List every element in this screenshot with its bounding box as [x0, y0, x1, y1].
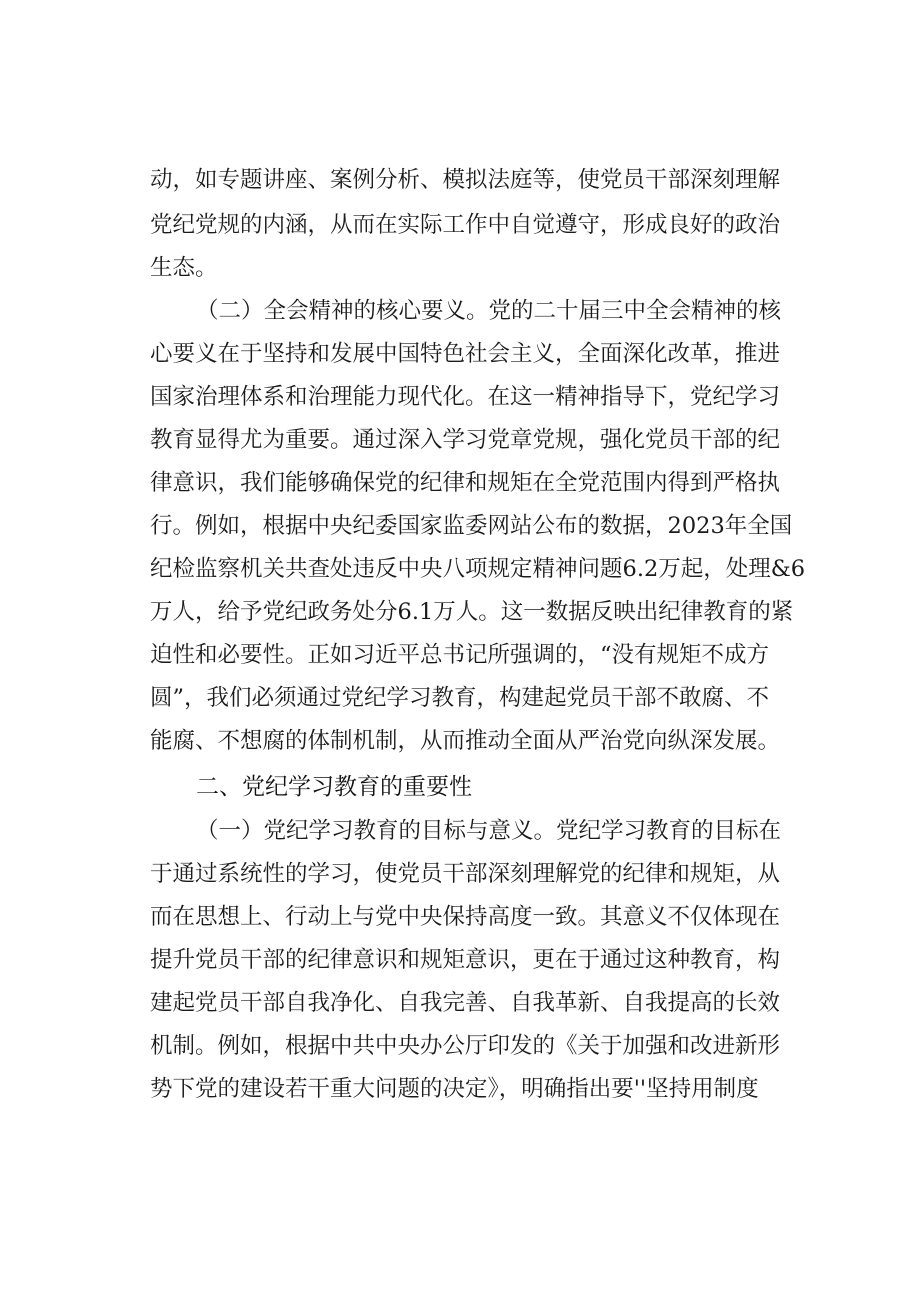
section-heading: 二、党纪学习教育的重要性	[196, 774, 472, 800]
body-line: 迫性和必要性。正如习近平总书记所强调的，“没有规矩不成方	[150, 642, 770, 668]
body-line: 党纪党规的内涵，从而在实际工作中自觉遵守，形成良好的政治	[150, 212, 781, 238]
body-line: 万人，给予党纪政务处分6.1万人。这一数据反映出纪律教育的紧	[150, 599, 794, 625]
body-line: 圆”，我们必须通过党纪学习教育，构建起党员干部不敢腐、不	[150, 685, 770, 711]
body-line: 于通过系统性的学习，使党员干部深刻理解党的纪律和规矩，从	[150, 861, 781, 887]
body-line: 纪检监察机关共查处违反中央八项规定精神问题6.2万起，处理&6	[150, 556, 806, 582]
body-line: 势下党的建设若干重大问题的决定》，明确指出要''坚持用制度	[150, 1076, 759, 1102]
body-line: 国家治理体系和治理能力现代化。在这一精神指导下，党纪学习	[150, 384, 781, 410]
body-line: （一）党纪学习教育的目标与意义。党纪学习教育的目标在	[196, 818, 782, 844]
body-line: 动，如专题讲座、案例分析、模拟法庭等，使党员干部深刻理解	[150, 167, 781, 193]
body-line: 心要义在于坚持和发展中国特色社会主义，全面深化改革，推进	[150, 341, 781, 367]
body-line: 机制。例如，根据中共中央办公厅印发的《关于加强和改进新形	[150, 1033, 781, 1059]
body-line: 行。例如，根据中央纪委国家监委网站公布的数据，2023年全国	[150, 513, 793, 539]
body-line: 建起党员干部自我净化、自我完善、自我革新、自我提高的长效	[150, 990, 781, 1016]
body-line: 而在思想上、行动上与党中央保持高度一致。其意义不仅体现在	[150, 904, 781, 930]
body-line: 能腐、不想腐的体制机制，从而推动全面从严治党向纵深发展。	[150, 728, 781, 754]
body-line: 教育显得尤为重要。通过深入学习党章党规，强化党员干部的纪	[150, 427, 781, 453]
body-line: 生态。	[150, 255, 218, 281]
body-line: 提升党员干部的纪律意识和规矩意识，更在于通过这种教育，构	[150, 947, 781, 973]
body-line: （二）全会精神的核心要义。党的二十届三中全会精神的核	[196, 298, 782, 324]
body-line: 律意识，我们能够确保党的纪律和规矩在全党范围内得到严格执	[150, 470, 781, 496]
